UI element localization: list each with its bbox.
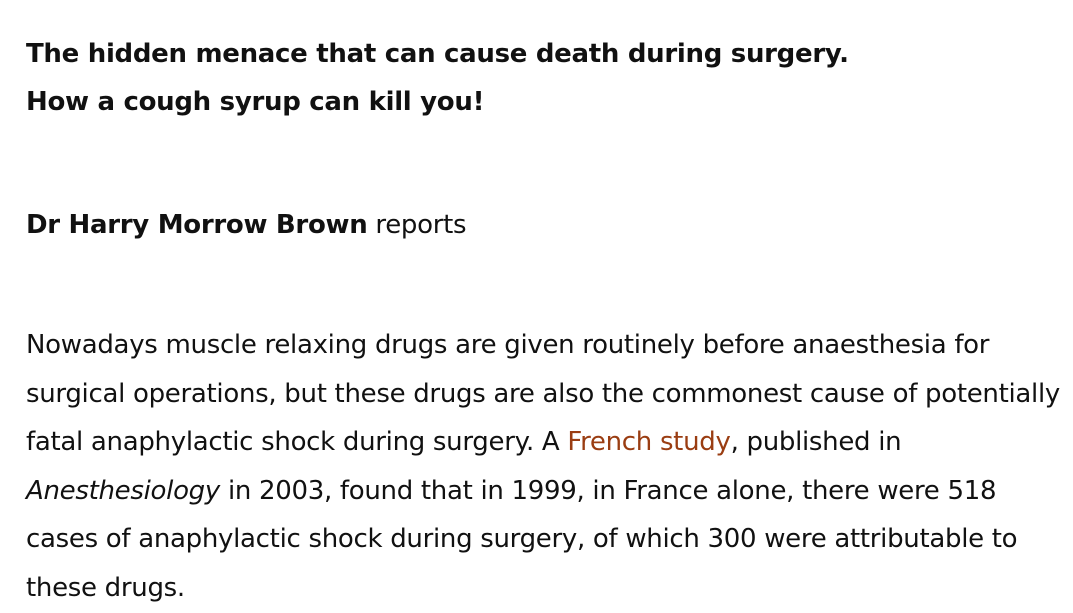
- byline-author: Dr Harry Morrow Brown: [26, 210, 368, 240]
- article: [26, 30, 1066, 612]
- headline-line-1: The hidden menace that can cause death during surgery.: [26, 39, 849, 69]
- body-paragraph: [26, 321, 1066, 612]
- journal-name: Anesthesiology: [26, 475, 220, 506]
- byline-suffix: reports: [367, 210, 467, 240]
- article-headline: [26, 30, 1066, 126]
- byline: [26, 201, 1066, 249]
- headline-line-2: How a cough syrup can kill you!: [26, 87, 485, 117]
- french-study-link[interactable]: French study: [567, 427, 731, 457]
- body-text-findings: in 2003, found that in 1999, in France alone, there were 518 cases of anaphylactic shock during surgery, of which 300 were attributable to these drugs.: [26, 475, 1018, 603]
- body-text-intro: Nowadays muscle relaxing drugs are given routinely before anaesthesia for surgical operations, but these drugs are also the commonest cause of potentially fatal anaphylactic shock during surgery. A: [26, 330, 1060, 457]
- body-text-published: , published in: [730, 427, 902, 457]
